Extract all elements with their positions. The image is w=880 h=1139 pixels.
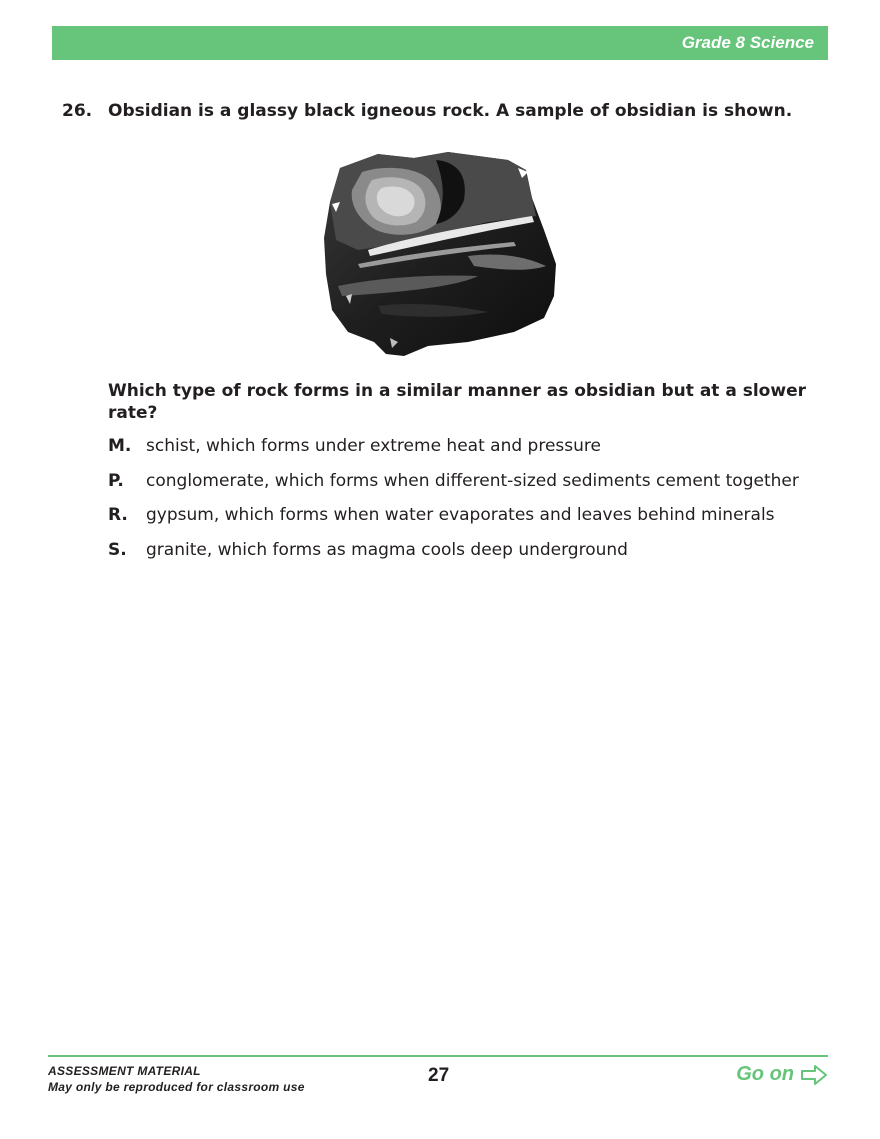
footer-divider — [48, 1055, 828, 1057]
header-bar — [52, 26, 828, 60]
question-prompt: Which type of rock forms in a similar manner as obsidian but at a slower rate? — [108, 381, 806, 423]
option-s[interactable] — [108, 540, 828, 575]
right-arrow-icon — [800, 1064, 828, 1086]
question-stem: Obsidian is a glassy black igneous rock. A sample of obsidian is shown. — [108, 101, 793, 121]
option-letter: P. — [108, 470, 124, 491]
go-on-indicator — [736, 1063, 828, 1086]
option-r[interactable] — [108, 505, 828, 540]
page-number: 27 — [428, 1065, 450, 1086]
option-text: conglomerate, which forms when different-sized sediments cement together — [146, 470, 799, 491]
option-text: schist, which forms under extreme heat and pressure — [146, 436, 601, 456]
option-letter: S. — [108, 540, 127, 561]
option-p[interactable] — [108, 471, 828, 506]
footer-reproduction-note: May only be reproduced for classroom use — [48, 1080, 305, 1094]
option-letter: R. — [108, 505, 128, 526]
footer-assessment-label: ASSESSMENT MATERIAL — [48, 1064, 201, 1078]
header-title: Grade 8 Science — [681, 33, 814, 52]
answer-options — [108, 436, 828, 575]
go-on-label: Go on — [736, 1063, 794, 1085]
option-m[interactable] — [108, 436, 828, 471]
obsidian-rock-illustration — [318, 146, 560, 360]
option-text: granite, which forms as magma cools deep underground — [146, 540, 628, 561]
option-text: gypsum, which forms when water evaporates and leaves behind minerals — [146, 505, 775, 526]
option-letter: M. — [108, 436, 132, 456]
question-number: 26. — [62, 101, 93, 121]
